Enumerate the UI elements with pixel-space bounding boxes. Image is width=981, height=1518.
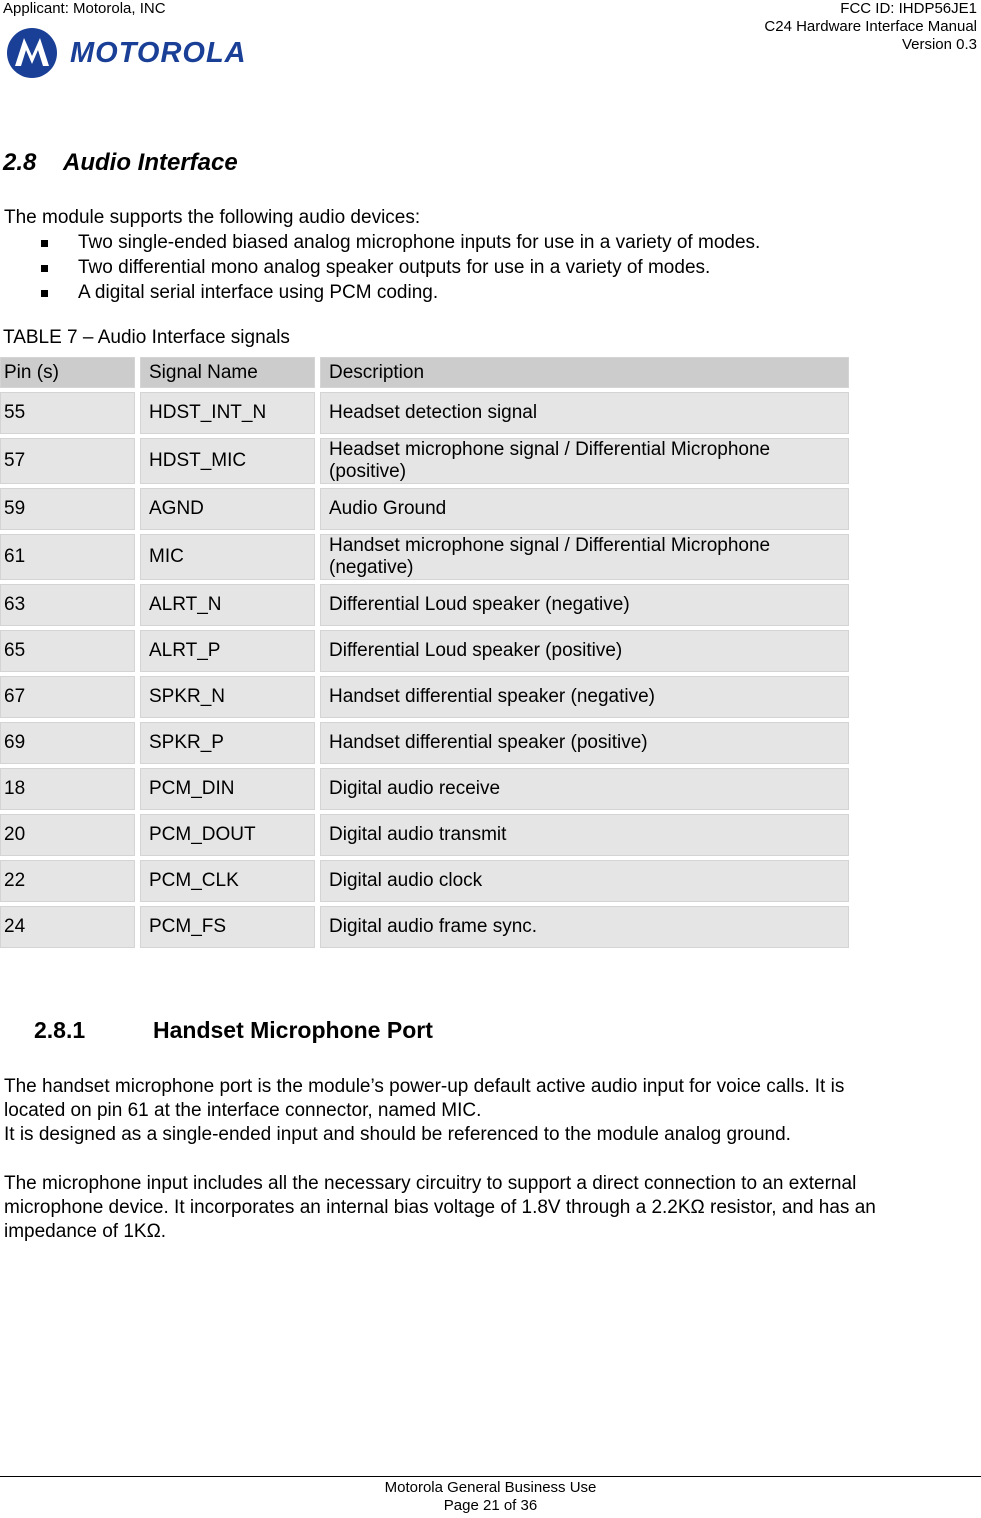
footer-classification: Motorola General Business Use [384,1479,597,1496]
pin-cell: 18 [0,768,135,810]
section-title: Audio Interface [63,149,238,176]
table-row [0,814,849,856]
paragraph-mic-input: The microphone input includes all the necessary circuitry to support a direct connection to an external microphone device. It incorporates an internal bias voltage of 1.8V through a 2.2KΩ resistor, and has an impedance of 1KΩ. [4,1173,876,1242]
bullet-square-icon [41,240,48,247]
signal-cell: SPKR_P [140,722,315,764]
signal-cell: AGND [140,488,315,530]
signal-cell: PCM_DOUT [140,814,315,856]
list-item: Two single-ended biased analog microphone inputs for use in a variety of modes. [0,231,760,256]
signal-cell: PCM_FS [140,906,315,948]
table-row [0,768,849,810]
list-item: Two differential mono analog speaker outputs for use in a variety of modes. [0,256,760,281]
subsection-title: Handset Microphone Port [153,1017,433,1043]
pin-cell: 65 [0,630,135,672]
page-number: Page 21 of 36 [443,1497,538,1514]
manual-title: C24 Hardware Interface Manual [764,18,977,35]
list-item: A digital serial interface using PCM coding. [0,281,760,306]
footer-divider [0,1476,981,1477]
pin-cell: 22 [0,860,135,902]
description-cell: Audio Ground [320,488,849,530]
description-cell: Handset differential speaker (negative) [320,676,849,718]
signal-cell: HDST_MIC [140,438,315,484]
subsection-number: 2.8.1 [34,1017,86,1043]
section-intro: The module supports the following audio devices: [4,207,421,228]
page-footer [0,1479,981,1515]
table-row [0,584,849,626]
motorola-logo [6,26,276,80]
signal-cell: ALRT_P [140,630,315,672]
description-cell: Handset differential speaker (positive) [320,722,849,764]
column-header-pin: Pin (s) [0,357,135,388]
audio-devices-list [0,231,760,306]
column-header-description: Description [320,357,849,388]
pin-cell: 57 [0,438,135,484]
applicant-label: Applicant: Motorola, INC [3,0,166,17]
document-info [764,0,977,54]
table-row [0,906,849,948]
table-row [0,438,849,484]
table-row [0,488,849,530]
description-cell: Headset detection signal [320,392,849,434]
description-cell: Differential Loud speaker (negative) [320,584,849,626]
section-heading [3,149,238,177]
bullet-square-icon [41,265,48,272]
table-row [0,676,849,718]
pin-cell: 20 [0,814,135,856]
paragraph-mic-port: The handset microphone port is the module’s power-up default active audio input for voice calls. It is located on pin 61 at the interface connector, named MIC. It is designed as a single-ended input and should be referenced to the module analog ground. [4,1076,845,1145]
pin-cell: 69 [0,722,135,764]
manual-version: Version 0.3 [901,36,977,53]
bullet-square-icon [41,290,48,297]
column-header-signal: Signal Name [140,357,315,388]
pin-cell: 63 [0,584,135,626]
table-header-row [0,357,849,388]
description-cell: Digital audio clock [320,860,849,902]
section-number: 2.8 [3,149,37,176]
signal-cell: ALRT_N [140,584,315,626]
signal-cell: PCM_DIN [140,768,315,810]
description-cell: Digital audio frame sync. [320,906,849,948]
table-row [0,722,849,764]
table-row [0,630,849,672]
signal-cell: MIC [140,534,315,580]
pin-cell: 61 [0,534,135,580]
pin-cell: 59 [0,488,135,530]
table-caption: TABLE 7 – Audio Interface signals [3,327,290,348]
description-cell: Digital audio transmit [320,814,849,856]
signal-cell: PCM_CLK [140,860,315,902]
pin-cell: 24 [0,906,135,948]
pin-cell: 67 [0,676,135,718]
subsection-heading [34,1017,433,1044]
description-cell: Differential Loud speaker (positive) [320,630,849,672]
audio-signals-table [0,353,854,952]
svg-text:MOTOROLA: MOTOROLA [70,37,247,69]
signal-cell: SPKR_N [140,676,315,718]
description-cell: Handset microphone signal / Differential Microphone (negative) [320,534,849,580]
pin-cell: 55 [0,392,135,434]
description-cell: Digital audio receive [320,768,849,810]
table-row [0,534,849,580]
signal-cell: HDST_INT_N [140,392,315,434]
table-row [0,860,849,902]
table-row [0,392,849,434]
description-cell: Headset microphone signal / Differential Microphone (positive) [320,438,849,484]
fcc-id: FCC ID: IHDP56JE1 [840,0,977,17]
